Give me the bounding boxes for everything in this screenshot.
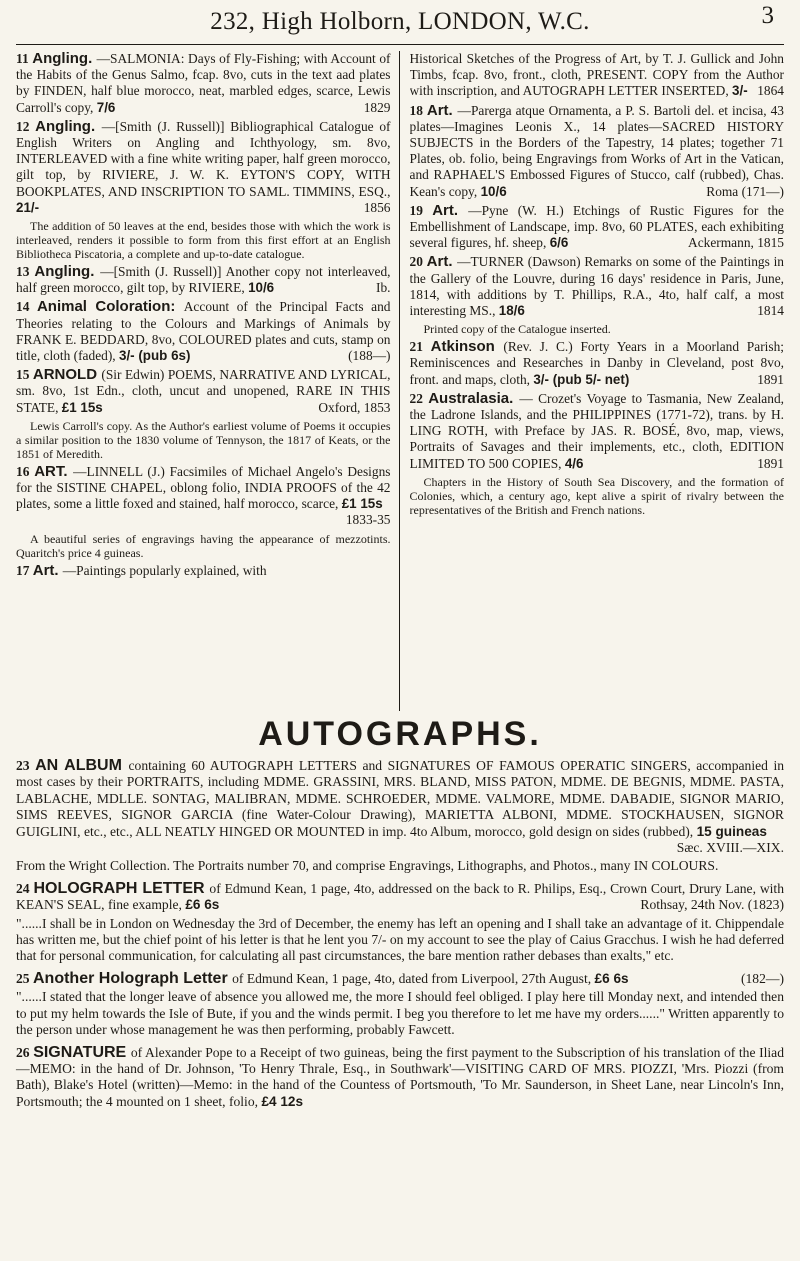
entry-price: £6 6s bbox=[594, 970, 629, 986]
catalogue-entry bbox=[16, 758, 784, 856]
entry-date: 1814 bbox=[757, 303, 784, 319]
catalogue-entry bbox=[410, 339, 785, 388]
entry-date: (182—) bbox=[740, 970, 784, 986]
left-column bbox=[16, 51, 400, 711]
catalogue-entry bbox=[410, 254, 785, 319]
entry-note: The addition of 50 leaves at the end, besides those with which the work is interleaved, renders it possible to form from this first effort at an English Bibliotheca Piscatoria, a complete and up-to-date catalogue. bbox=[16, 219, 391, 262]
entry-text: —Parerga atque Ornamenta, a P. S. Bartoli del. et incisa, 43 plates—Imagines Leonis X., 14 plates—SACRED HISTORY SUBJECTS in the Borders of the Tapestry, 14 plates; together 71 Plates, ob. folio, being Engravings from Works of Art in the Vatican, and RAPHAEL'S Embossed Figures of Stucco, calf (rubbed), Chas. Kean's copy, bbox=[409, 102, 784, 199]
catalogue-entry bbox=[16, 881, 784, 914]
entry-number: 20 bbox=[409, 254, 427, 270]
entry-price: 3/- bbox=[732, 83, 748, 99]
entry-date: 1829 bbox=[363, 99, 391, 115]
page-header: 232, High Holborn, LONDON, W.C. bbox=[210, 8, 590, 35]
autographs-list bbox=[16, 758, 784, 1110]
entry-note: Chapters in the History of South Sea Discovery, and the formation of Colonies, which, a century ago, kept alive a spirit of rivalry between the representatives of the British and French nations. bbox=[409, 474, 784, 517]
entry-number: 19 bbox=[409, 202, 433, 218]
catalogue-entry bbox=[16, 51, 391, 116]
entry-heading: Another Holograph Letter bbox=[33, 969, 233, 987]
entry-text: — Crozet's Voyage to Tasmania, New Zealand, the Ladrone Islands, and the PHILIPPINES (1771-72), trans. by H. LING ROTH, with Preface by JAS. R. BOSÉ, 8vo, map, views, Portraits of Savages and their implements, etc., cloth, EDITION LIMITED TO 500 COPIES, bbox=[409, 390, 784, 471]
catalogue-entry bbox=[16, 971, 784, 987]
entry-number: 11 bbox=[16, 51, 33, 66]
entry-number: 26 bbox=[16, 1044, 34, 1060]
entry-price: 10/6 bbox=[248, 280, 275, 296]
entry-text: —[Smith (J. Russell)] Bibliographical Catalogue of English Writers on Angling and Ichthyology, sm. 8vo, INTERLEAVED with a fine white writing paper, half green morocco, gilt top, by RIVIERE, J. W. K. EYTON'S COPY, WITH BOOKPLATES, AND INSCRIPTION TO SAML. TIMMINS, ESQ., bbox=[16, 118, 391, 199]
header-rule bbox=[16, 44, 784, 45]
entry-note: Lewis Carroll's copy. As the Author's earliest volume of Poems it occupies a similar position to the 1830 volume of Tennyson, the 1817 of Keats, or the 1851 of Meredith. bbox=[16, 418, 391, 461]
entry-number: 13 bbox=[16, 264, 35, 280]
entry-text: —Paintings popularly explained, with bbox=[62, 562, 267, 578]
entry-heading: Atkinson bbox=[430, 338, 504, 356]
entry-text: (Rev. J. C.) Forty Years in a Moorland Parish; Reminiscences and Researches in Danby in Cleveland, post 8vo, front. and maps, cloth, bbox=[409, 339, 784, 387]
entry-date: Oxford, 1853 bbox=[318, 399, 391, 415]
entry-quotation: From the Wright Collection. The Portraits number 70, and comprise Engravings, Lithographs, and Photos., many IN COLOURS. bbox=[16, 858, 719, 874]
catalogue-entry bbox=[16, 264, 391, 296]
entry-heading: ARNOLD bbox=[32, 366, 102, 384]
section-title: AUTOGRAPHS. bbox=[258, 715, 542, 753]
entry-price: £1 15s bbox=[341, 496, 383, 512]
entry-price: 4/6 bbox=[564, 455, 584, 471]
entry-date: 1891 bbox=[757, 455, 784, 471]
entry-text: containing 60 AUTOGRAPH LETTERS and SIGNATURES OF FAMOUS OPERATIC SINGERS, accompanied in most cases by their PORTRAITS, including MDME. GRASSINI, MRS. BLAND, MISS PATON, MDME. DE BEGNIS, MDME. PASTA, LABLACHE, MDLLE. SONTAG, MALIBRAN, MDME. SCHROEDER, MDME. VALMORE, MDME. DABADIE, SIGNOR MARIO, SIMS REEVES, SIGNOR GARCIA (fine Water-Colour Drawing), MARIETTA ALBONI, MDME. STOCKHAUSEN, SIGNOR GUIGLINI, etc., etc., ALL NEATLY HINGED OR MOUNTED in imp. 4to Album, morocco, gold design on sides (rubbed), bbox=[16, 758, 785, 839]
entry-date: Ackermann, 1815 bbox=[688, 235, 784, 251]
entry-text: (Sir Edwin) POEMS, NARRATIVE AND LYRICAL, sm. 8vo, 1st Edn., cloth, uncut and unopened, RARE IN THIS STATE, bbox=[16, 367, 391, 415]
entry-note: A beautiful series of engravings having the appearance of mezzotints. Quaritch's price 4 guineas. bbox=[16, 531, 391, 560]
entry-price: 7/6 bbox=[96, 99, 116, 115]
catalogue-entry bbox=[16, 119, 391, 216]
entry-price: 3/- (pub 6s) bbox=[119, 348, 191, 364]
entry-number: 17 bbox=[16, 562, 33, 578]
entry-date: (188—) bbox=[348, 348, 391, 364]
entry-heading: Angling. bbox=[32, 51, 97, 67]
entry-heading: Art. bbox=[426, 101, 458, 119]
entry-price: £1 15s bbox=[61, 399, 103, 415]
catalogue-entry bbox=[410, 103, 785, 200]
catalogue-entry bbox=[16, 464, 391, 529]
entry-date: 1864 bbox=[757, 83, 784, 99]
entry-heading: Animal Coloration: bbox=[36, 298, 184, 316]
entry-text: —[Smith (J. Russell)] Another copy not interleaved, half green morocco, gilt top, by RIVIERE, bbox=[16, 264, 391, 296]
entry-price: 15 guineas bbox=[696, 823, 767, 839]
entry-heading: Australasia. bbox=[428, 389, 520, 407]
entry-number: 25 bbox=[16, 970, 33, 986]
entry-date: Roma (171—) bbox=[706, 183, 784, 199]
entry-number: 16 bbox=[16, 463, 35, 479]
entry-number: 23 bbox=[16, 758, 36, 773]
entry-heading: SIGNATURE bbox=[33, 1043, 131, 1061]
entry-heading: Angling. bbox=[34, 263, 101, 281]
entry-heading: ART. bbox=[34, 462, 74, 480]
entry-text: —Pyne (W. H.) Etchings of Rustic Figures for the Embellishment of Landscape, imp. 8vo, 60 PLATES, each exhibiting several figures, hf. sheep, bbox=[409, 202, 784, 251]
entry-number: 12 bbox=[16, 118, 36, 134]
entry-text: Account of the Principal Facts and Theories relating to the Colours and Markings of Animals by FRANK E. BEDDARD, 8vo, COLOURED plates and cuts, stamp on title, cloth (faded), bbox=[16, 299, 391, 364]
catalogue-entry bbox=[16, 367, 391, 416]
right-column bbox=[410, 51, 785, 711]
entry-price: 3/- (pub 5/- net) bbox=[533, 371, 630, 387]
catalogue-entry bbox=[410, 51, 785, 100]
entry-note: Printed copy of the Catalogue inserted. bbox=[423, 322, 611, 337]
catalogue-entry bbox=[410, 203, 785, 252]
entry-number: 14 bbox=[16, 299, 37, 315]
catalogue-entry bbox=[410, 391, 785, 472]
entry-heading: Art. bbox=[32, 561, 63, 579]
entry-heading: Art. bbox=[432, 201, 469, 219]
entry-date: 1891 bbox=[757, 371, 784, 387]
entry-heading: Art. bbox=[426, 253, 458, 271]
entry-date: Sæc. XVIII.—XIX. bbox=[676, 840, 784, 856]
entry-price: 10/6 bbox=[480, 183, 507, 199]
entry-price: 6/6 bbox=[549, 235, 569, 251]
entry-number: 18 bbox=[409, 102, 427, 118]
entry-number: 22 bbox=[409, 390, 429, 406]
entry-text: —LINNELL (J.) Facsimiles of Michael Angelo's Designs for the SISTINE CHAPEL, oblong folio, INDIA PROOFS of the 42 plates, some a little foxed and stained, half morocco, scarce, bbox=[16, 463, 391, 512]
entry-text: of Alexander Pope to a Receipt of two guineas, being the first payment to the Subscription of his translation of the Iliad—MEMO: in the hand of Dr. Johnson, 'To Henry Thrale, Esq., in Southwark'—VISITING CARD OF MRS. PIOZZI, 'Mrs. Piozzi (from Bath), Blake's Hotel (written)—Memo: in the hand of the Countess of Portsmouth, 'To Mr. Saunderson, in Sheet Lane, near Lincoln's Inn, Portsmouth; the 4 mounted on 1 sheet, folio, bbox=[16, 1044, 785, 1109]
entry-heading: HOLOGRAPH LETTER bbox=[33, 879, 210, 897]
entry-heading: AN ALBUM bbox=[35, 757, 129, 774]
page-number: 3 bbox=[761, 2, 774, 29]
entry-price: £6 6s bbox=[185, 897, 220, 913]
catalogue-entry bbox=[16, 1045, 784, 1111]
entry-number: 15 bbox=[16, 367, 33, 383]
entry-price: 18/6 bbox=[498, 303, 525, 319]
entry-number: 21 bbox=[409, 339, 431, 355]
entry-date: 1833-35 bbox=[345, 512, 391, 528]
entry-text: Historical Sketches of the Progress of Art, by T. J. Gullick and John Timbs, fcap. 8vo, front., cloth, PRESENT. COPY from the Author with inscription, and AUTOGRAPH LETTER INSERTED, bbox=[409, 51, 784, 99]
entry-date: Rothsay, 24th Nov. (1823) bbox=[640, 897, 784, 913]
two-column-listing bbox=[16, 51, 784, 711]
catalogue-entry bbox=[16, 563, 391, 579]
entry-text: —SALMONIA: Days of Fly-Fishing; with Account of the Habits of the Genus Salmo, fcap. 8vo, cuts in the text aad plates by FINDEN, half blue morocco, neat, marbled edges, scarce, Lewis Carroll's copy, bbox=[16, 51, 391, 115]
entry-text: of Edmund Kean, 1 page, 4to, dated from Liverpool, 27th August, bbox=[232, 970, 595, 986]
entry-price: £4 12s bbox=[261, 1093, 304, 1109]
entry-text: of Edmund Kean, 1 page, 4to, addressed on the back to R. Philips, Esq., Crown Court, Drury Lane, with KEAN'S SEAL, fine example, bbox=[16, 880, 784, 913]
entry-quotation: "......I stated that the longer leave of absence you allowed me, the more I should feel obliged. I play here till Monday next, and intended then to put my helm towards the Isle of Bute, if you and the winds permit. I beg you therefore to let me have my orders......" Written apparently to the person under whose management he was then performing, probably Fawcett. bbox=[16, 989, 784, 1038]
entry-date: Ib. bbox=[375, 280, 391, 296]
entry-date: 1856 bbox=[363, 199, 391, 215]
entry-quotation: "......I shall be in London on Wednesday the 3rd of December, the enemy has left an opening and I shall take an advantage of it. Chippendale has written me, but the chief point of his letter is that he lent you 7/- on my account to see the play of Caius Gracchus. I wish he had deferred that for personal communication, for calculating all past circumstances, the bare mention rather debases than exalts," etc. bbox=[16, 915, 784, 964]
entry-number: 24 bbox=[16, 880, 34, 896]
entry-text: —TURNER (Dawson) Remarks on some of the Paintings in the Gallery of the Louvre, during 16 days' residence in Paris, June, 1814, with additions by T. Phillips, R.A., 4to, half calf, a most interesting MS., bbox=[409, 254, 784, 319]
catalogue-entry bbox=[16, 299, 391, 364]
entry-heading: Angling. bbox=[35, 117, 102, 135]
entry-price: 21/- bbox=[16, 199, 40, 215]
